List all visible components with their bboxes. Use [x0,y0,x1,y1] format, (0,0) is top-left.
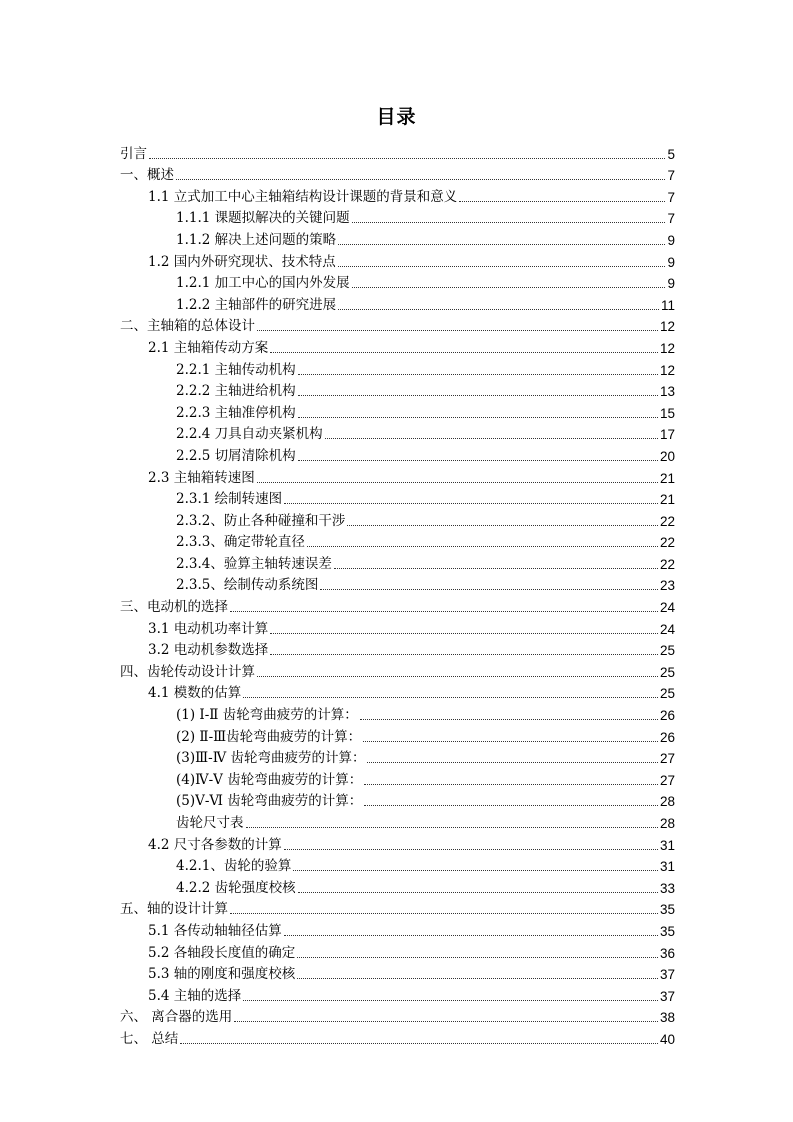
toc-dot-leader [246,827,658,828]
toc-dot-leader [293,870,658,871]
toc-page-number: 28 [659,794,675,810]
toc-entry-title: 2.3.1 绘制转速图 [176,491,283,508]
toc-page-number: 11 [660,297,675,313]
toc-entry-title: 2.2.4 刀具自动夹紧机构 [176,426,323,443]
toc-page-number: 15 [659,405,675,421]
toc-dot-leader [338,244,665,245]
toc-dot-leader [352,287,666,288]
toc-entry[interactable] [120,379,675,401]
toc-entry-title: 1.2.2 主轴部件的研究进展 [176,296,337,313]
toc-entry[interactable] [120,897,675,919]
toc-page-number: 38 [659,1010,675,1026]
toc-dot-leader [284,935,658,936]
toc-dot-leader [176,179,665,180]
toc-dot-leader [257,330,658,331]
toc-entry[interactable] [120,227,675,249]
toc-entry-title: (5)Ⅴ-Ⅵ 齿轮弯曲疲劳的计算： [176,793,363,810]
toc-page-number: 22 [659,513,675,529]
toc-entry-title: 七、 总结 [120,1030,179,1047]
toc-entry-title: 2.2.5 切屑清除机构 [176,447,296,464]
toc-entry[interactable] [120,767,675,789]
toc-page-number: 9 [667,276,675,292]
toc-entry-title: 一、概述 [120,167,174,184]
toc-dot-leader [298,892,658,893]
toc-page-number: 13 [659,384,675,400]
toc-entry[interactable] [120,357,675,379]
toc-entry[interactable] [120,184,675,206]
toc-dot-leader [320,589,658,590]
toc-dot-leader [180,1043,658,1044]
toc-page-number: 28 [659,816,675,831]
toc-dot-leader [257,676,658,677]
toc-entry[interactable] [120,875,675,897]
toc-entry-title: 1.2.1 加工中心的国内外发展 [176,275,350,292]
toc-dot-leader [257,482,658,483]
toc-entry-title: 二、主轴箱的总体设计 [120,318,255,335]
toc-dot-leader [298,417,658,418]
toc-dot-leader [364,784,658,785]
toc-entry[interactable] [120,141,675,163]
toc-dot-leader [360,719,658,720]
toc-dot-leader [230,611,658,612]
toc-page-number: 25 [659,643,675,659]
toc-page-number: 35 [659,902,675,918]
toc-entry-title: (3)Ⅲ-Ⅳ 齿轮弯曲疲劳的计算： [176,750,366,767]
toc-entry-title: 4.1 模数的估算 [148,685,242,702]
toc-entry-title: 2.2.3 主轴准停机构 [176,404,296,421]
toc-page-number: 26 [659,708,675,724]
toc-dot-leader [325,438,658,439]
toc-page-number: 7 [667,189,675,205]
toc-page-number: 31 [659,859,675,875]
toc-page-number: 33 [659,880,675,896]
toc-entry[interactable] [120,832,675,854]
toc-page-number: 35 [659,923,675,939]
toc-entry-title: 2.2.1 主轴传动机构 [176,361,296,378]
toc-entry-title: 2.3.4、验算主轴转速误差 [176,555,332,572]
toc-page-number: 23 [659,578,675,594]
toc-page-number: 17 [659,427,675,443]
toc-entry-title: 4.2.1、齿轮的验算 [176,858,292,875]
toc-entry[interactable] [120,854,675,876]
toc-page-number: 12 [659,340,675,356]
toc-page-number: 27 [659,751,675,767]
toc-page-number: 25 [659,686,675,702]
toc-entry-title: 5.1 各传动轴轴径估算 [148,922,282,939]
page-title: 目录 [376,106,417,128]
toc-dot-leader [243,1000,658,1001]
toc-dot-leader [297,957,658,958]
toc-entry-title: 2.3.2、防止各种碰撞和干涉 [176,512,346,529]
toc-page-number: 31 [659,837,675,853]
toc-dot-leader [347,525,658,526]
toc-page-number: 22 [659,535,675,551]
toc-entry[interactable] [120,314,675,336]
toc-entry-title: 六、 离合器的选用 [120,1009,233,1026]
toc-entry[interactable] [120,487,675,509]
table-of-contents [120,141,675,1048]
toc-entry-title: 3.1 电动机功率计算 [148,620,269,637]
toc-dot-leader [284,503,658,504]
toc-page-number: 5 [667,146,675,162]
toc-dot-leader [307,546,658,547]
toc-dot-leader [334,568,658,569]
toc-entry-title: (1) Ⅰ-Ⅱ 齿轮弯曲疲劳的计算： [176,707,358,724]
toc-entry-title: 2.3 主轴箱转速图 [148,469,255,486]
toc-entry-title: 五、轴的设计计算 [120,901,228,918]
toc-entry[interactable] [120,422,675,444]
toc-entry[interactable] [120,551,675,573]
toc-entry[interactable] [120,400,675,422]
toc-dot-leader [234,1021,658,1022]
toc-dot-leader [298,460,658,461]
toc-entry[interactable] [120,163,675,185]
toc-page-number: 37 [659,988,675,1004]
toc-entry-title: 1.1.2 解决上述问题的策略 [176,231,337,248]
toc-dot-leader [338,309,659,310]
toc-page-number: 24 [659,600,675,616]
toc-entry-title: 3.2 电动机参数选择 [148,642,269,659]
toc-entry-title: 2.3.3、确定带轮直径 [176,534,305,551]
toc-page-number: 27 [659,772,675,788]
toc-entry-title: 5.2 各轴段长度值的确定 [148,944,296,961]
toc-entry-title: 四、齿轮传动设计计算 [120,663,255,680]
toc-page-number: 7 [667,168,675,184]
toc-entry-title: 5.4 主轴的选择 [148,987,242,1004]
toc-entry-title: 2.3.5、绘制传动系统图 [176,577,319,594]
toc-entry-title: (4)Ⅳ-Ⅴ 齿轮弯曲疲劳的计算： [176,771,363,788]
toc-entry[interactable] [120,335,675,357]
toc-dot-leader [364,805,658,806]
toc-entry-title: 2.2.2 主轴进给机构 [176,383,296,400]
toc-entry[interactable] [120,249,675,271]
toc-page-number: 37 [659,967,675,983]
toc-page-number: 12 [659,362,675,378]
toc-page-number: 25 [659,664,675,680]
toc-entry[interactable] [120,724,675,746]
toc-dot-leader [270,352,658,353]
toc-dot-leader [367,762,657,763]
toc-page-number: 7 [667,211,675,227]
toc-entry[interactable] [120,508,675,530]
toc-entry-title: 三、电动机的选择 [120,599,228,616]
toc-dot-leader [297,978,658,979]
toc-entry[interactable] [120,573,675,595]
toc-entry[interactable] [120,810,675,832]
toc-entry[interactable] [120,962,675,984]
toc-entry[interactable] [120,292,675,314]
toc-dot-leader [270,633,658,634]
toc-page-number: 9 [667,232,675,248]
toc-entry[interactable] [120,616,675,638]
toc-page-number: 21 [659,492,675,508]
toc-entry[interactable] [120,983,675,1005]
toc-entry[interactable] [120,594,675,616]
toc-page-number: 12 [659,319,675,335]
toc-dot-leader [363,741,658,742]
toc-page-number: 26 [659,729,675,745]
toc-page-number: 40 [659,1031,675,1047]
toc-entry-title: 4.2 尺寸各参数的计算 [148,836,282,853]
toc-entry[interactable] [120,940,675,962]
toc-entry-title: 5.3 轴的刚度和强度校核 [148,966,296,983]
toc-entry-title: 1.1 立式加工中心主轴箱结构设计课题的背景和意义 [148,188,458,205]
toc-dot-leader [352,222,666,223]
toc-entry-title: (2) Ⅱ-Ⅲ齿轮弯曲疲劳的计算： [176,728,362,745]
toc-entry[interactable] [120,465,675,487]
toc-dot-leader [230,913,658,914]
toc-dot-leader [298,374,658,375]
toc-entry[interactable] [120,1026,675,1048]
toc-page-number: 20 [659,448,675,464]
toc-entry[interactable] [120,638,675,660]
toc-entry[interactable] [120,530,675,552]
toc-page-number: 21 [659,470,675,486]
toc-page-number: 9 [667,254,675,270]
toc-entry-title: 4.2.2 齿轮强度校核 [176,879,296,896]
toc-entry[interactable] [120,443,675,465]
toc-entry-title: 齿轮尺寸表 [176,815,244,831]
toc-entry[interactable] [120,702,675,724]
toc-entry[interactable] [120,1005,675,1027]
toc-entry-title: 1.2 国内外研究现状、技术特点 [148,253,336,270]
toc-entry-title: 引言 [120,145,147,162]
toc-entry[interactable] [120,918,675,940]
toc-page-number: 22 [659,556,675,572]
toc-page-number: 36 [659,945,675,961]
toc-entry[interactable] [120,746,675,768]
toc-entry[interactable] [120,206,675,228]
toc-dot-leader [270,654,658,655]
toc-entry[interactable] [120,681,675,703]
toc-dot-leader [459,201,665,202]
toc-page-number: 24 [659,621,675,637]
toc-dot-leader [149,158,665,159]
toc-dot-leader [243,697,658,698]
toc-dot-leader [284,849,658,850]
toc-entry[interactable] [120,659,675,681]
toc-entry[interactable] [120,789,675,811]
toc-dot-leader [298,395,658,396]
toc-entry-title: 1.1.1 课题拟解决的关键问题 [176,210,350,227]
toc-entry[interactable] [120,271,675,293]
toc-dot-leader [338,266,666,267]
toc-entry-title: 2.1 主轴箱传动方案 [148,339,269,356]
